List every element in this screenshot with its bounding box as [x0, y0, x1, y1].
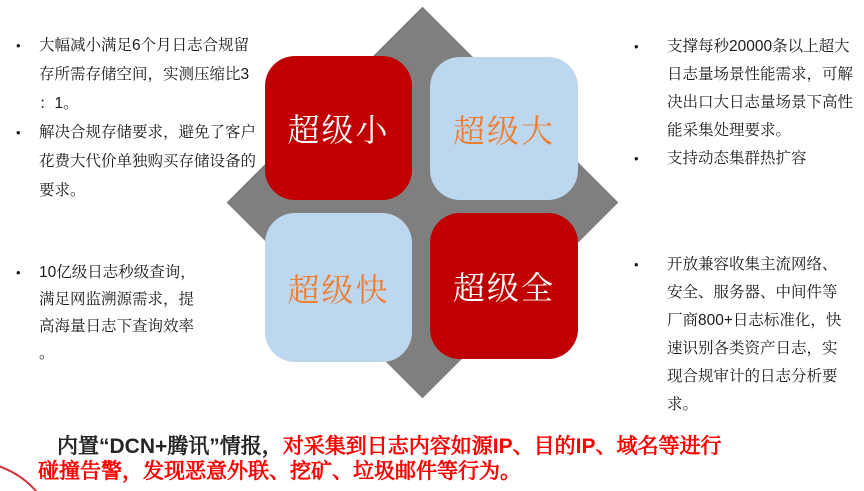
footer-intro-text: 内置“DCN+腾讯”情报，	[57, 435, 283, 458]
bullet-marker: •	[634, 257, 639, 272]
bullet-text: 支撑每秒20000条以上超大日志量场景性能需求，可解决出口大日志量场景下高性能采集处理要求。	[667, 38, 854, 139]
quadrant-bottom-right	[430, 213, 578, 359]
bullet-marker: •	[634, 39, 639, 54]
list-item	[14, 31, 257, 118]
footer-highlight-text-line2: 碰撞告警，发现恶意外联、挖矿、垃圾邮件等行为。	[38, 460, 521, 483]
bullet-text: 支持动态集群热扩容	[667, 150, 807, 167]
quadrant-top-left	[265, 56, 412, 200]
notes-left-bottom	[14, 259, 199, 367]
footer-highlight-text-line1: 对采集到日志内容如源IP、目的IP、域名等进行	[282, 435, 722, 458]
bullet-marker: •	[16, 265, 21, 280]
list-item	[632, 145, 857, 173]
notes-left-top	[14, 31, 257, 205]
notes-right-bottom	[632, 251, 844, 419]
list-item	[632, 33, 857, 145]
bullet-text: 大幅减小满足6个月日志合规留存所需存储空间，实测压缩比3：1。	[39, 37, 250, 112]
quadrant-label: 超级大	[452, 112, 555, 149]
quadrant-label: 超级全	[452, 270, 555, 306]
list-item	[14, 118, 257, 205]
quadrant-bottom-left	[265, 213, 412, 362]
notes-right-top	[632, 33, 857, 173]
bullet-text: 解决合规存储要求，避免了客户花费大代价单独购买存储设备的要求。	[39, 124, 257, 199]
list-item	[632, 251, 844, 419]
bullet-text: 10亿级日志秒级查询，满足网监溯源需求，提高海量日志下查询效率。	[39, 264, 196, 362]
quadrant-top-right	[430, 57, 578, 200]
quadrant-label: 超级小	[287, 112, 390, 148]
bullet-marker: •	[16, 38, 21, 53]
footer-statement	[38, 434, 838, 484]
bullet-marker: •	[634, 151, 639, 166]
bullet-marker: •	[16, 125, 21, 140]
list-item	[14, 259, 199, 367]
quadrant-label: 超级快	[287, 271, 390, 308]
bullet-text: 开放兼容收集主流网络、安全、服务器、中间件等厂商800+日志标准化，快速识别各类资产日志，实现合规审计的日志分析要求。	[667, 256, 842, 413]
